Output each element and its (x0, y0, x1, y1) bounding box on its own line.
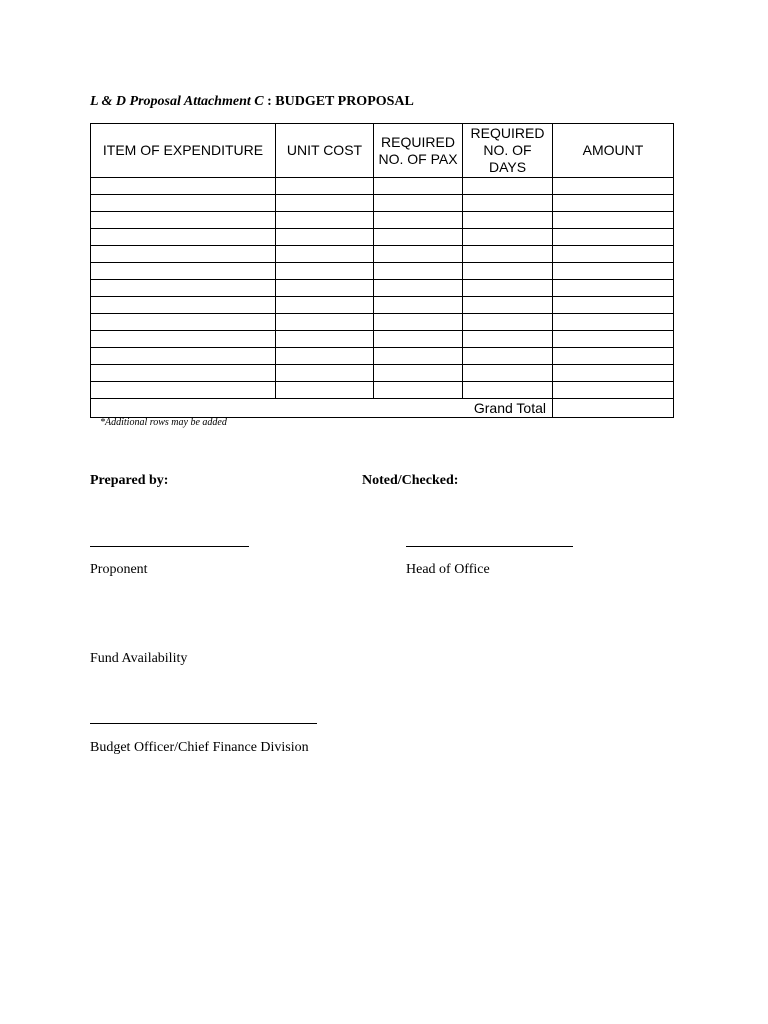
pax-cell[interactable] (374, 229, 463, 246)
additional-rows-note: *Additional rows may be added (100, 417, 227, 428)
table-row (91, 382, 674, 399)
item-cell[interactable] (91, 365, 276, 382)
table-row (91, 263, 674, 280)
item-cell[interactable] (91, 314, 276, 331)
table-body (91, 178, 674, 418)
prepared-by-label: Prepared by: (90, 473, 169, 488)
pax-cell[interactable] (374, 314, 463, 331)
pax-cell[interactable] (374, 246, 463, 263)
item-cell[interactable] (91, 263, 276, 280)
budget-table (90, 123, 674, 418)
noted-checked-label: Noted/Checked: (362, 473, 459, 488)
table-row (91, 212, 674, 229)
budget-officer-label: Budget Officer/Chief Finance Division (90, 740, 309, 755)
pax-cell[interactable] (374, 331, 463, 348)
unit-cost-cell[interactable] (276, 263, 374, 280)
column-header-amount: AMOUNT (553, 124, 674, 178)
unit-cost-cell[interactable] (276, 195, 374, 212)
column-header-days: REQUIRED NO. OF DAYS (463, 124, 553, 178)
days-cell[interactable] (463, 178, 553, 195)
days-cell[interactable] (463, 331, 553, 348)
pax-cell[interactable] (374, 280, 463, 297)
table-header-row (91, 124, 674, 178)
title-separator: : (263, 94, 276, 109)
proponent-signature-line (90, 546, 249, 547)
days-cell[interactable] (463, 297, 553, 314)
days-cell[interactable] (463, 280, 553, 297)
amount-cell[interactable] (553, 263, 674, 280)
proponent-label: Proponent (90, 562, 148, 577)
days-cell[interactable] (463, 365, 553, 382)
fund-availability-label: Fund Availability (90, 651, 188, 666)
table-row (91, 178, 674, 195)
table-row (91, 314, 674, 331)
table-row (91, 195, 674, 212)
unit-cost-cell[interactable] (276, 314, 374, 331)
table-row (91, 348, 674, 365)
amount-cell[interactable] (553, 382, 674, 399)
amount-cell[interactable] (553, 246, 674, 263)
unit-cost-cell[interactable] (276, 178, 374, 195)
item-cell[interactable] (91, 348, 276, 365)
document-title (90, 94, 414, 110)
pax-cell[interactable] (374, 195, 463, 212)
grand-total-cell[interactable] (553, 399, 674, 418)
amount-cell[interactable] (553, 348, 674, 365)
amount-cell[interactable] (553, 314, 674, 331)
days-cell[interactable] (463, 314, 553, 331)
item-cell[interactable] (91, 297, 276, 314)
amount-cell[interactable] (553, 297, 674, 314)
days-cell[interactable] (463, 229, 553, 246)
unit-cost-cell[interactable] (276, 331, 374, 348)
days-cell[interactable] (463, 246, 553, 263)
pax-cell[interactable] (374, 348, 463, 365)
column-header-unit-cost: UNIT COST (276, 124, 374, 178)
unit-cost-cell[interactable] (276, 382, 374, 399)
table-row (91, 246, 674, 263)
days-cell[interactable] (463, 263, 553, 280)
unit-cost-cell[interactable] (276, 348, 374, 365)
unit-cost-cell[interactable] (276, 229, 374, 246)
title-main: BUDGET PROPOSAL (275, 94, 414, 109)
amount-cell[interactable] (553, 178, 674, 195)
pax-cell[interactable] (374, 382, 463, 399)
item-cell[interactable] (91, 382, 276, 399)
pax-cell[interactable] (374, 263, 463, 280)
grand-total-row (91, 399, 674, 418)
head-of-office-signature-line (406, 546, 573, 547)
item-cell[interactable] (91, 195, 276, 212)
unit-cost-cell[interactable] (276, 280, 374, 297)
head-of-office-label: Head of Office (406, 562, 490, 577)
unit-cost-cell[interactable] (276, 246, 374, 263)
column-header-pax: REQUIRED NO. OF PAX (374, 124, 463, 178)
table-row (91, 297, 674, 314)
pax-cell[interactable] (374, 297, 463, 314)
amount-cell[interactable] (553, 212, 674, 229)
unit-cost-cell[interactable] (276, 297, 374, 314)
item-cell[interactable] (91, 331, 276, 348)
amount-cell[interactable] (553, 365, 674, 382)
unit-cost-cell[interactable] (276, 365, 374, 382)
table-row (91, 229, 674, 246)
amount-cell[interactable] (553, 331, 674, 348)
item-cell[interactable] (91, 212, 276, 229)
days-cell[interactable] (463, 382, 553, 399)
days-cell[interactable] (463, 348, 553, 365)
pax-cell[interactable] (374, 365, 463, 382)
days-cell[interactable] (463, 212, 553, 229)
column-header-item: ITEM OF EXPENDITURE (91, 124, 276, 178)
table-row (91, 331, 674, 348)
grand-total-label: Grand Total (91, 399, 553, 418)
table-row (91, 280, 674, 297)
pax-cell[interactable] (374, 178, 463, 195)
item-cell[interactable] (91, 178, 276, 195)
amount-cell[interactable] (553, 229, 674, 246)
budget-officer-signature-line (90, 723, 317, 724)
days-cell[interactable] (463, 195, 553, 212)
amount-cell[interactable] (553, 195, 674, 212)
title-attachment: L & D Proposal Attachment C (90, 94, 264, 109)
pax-cell[interactable] (374, 212, 463, 229)
item-cell[interactable] (91, 280, 276, 297)
item-cell[interactable] (91, 246, 276, 263)
item-cell[interactable] (91, 229, 276, 246)
table-row (91, 365, 674, 382)
unit-cost-cell[interactable] (276, 212, 374, 229)
amount-cell[interactable] (553, 280, 674, 297)
